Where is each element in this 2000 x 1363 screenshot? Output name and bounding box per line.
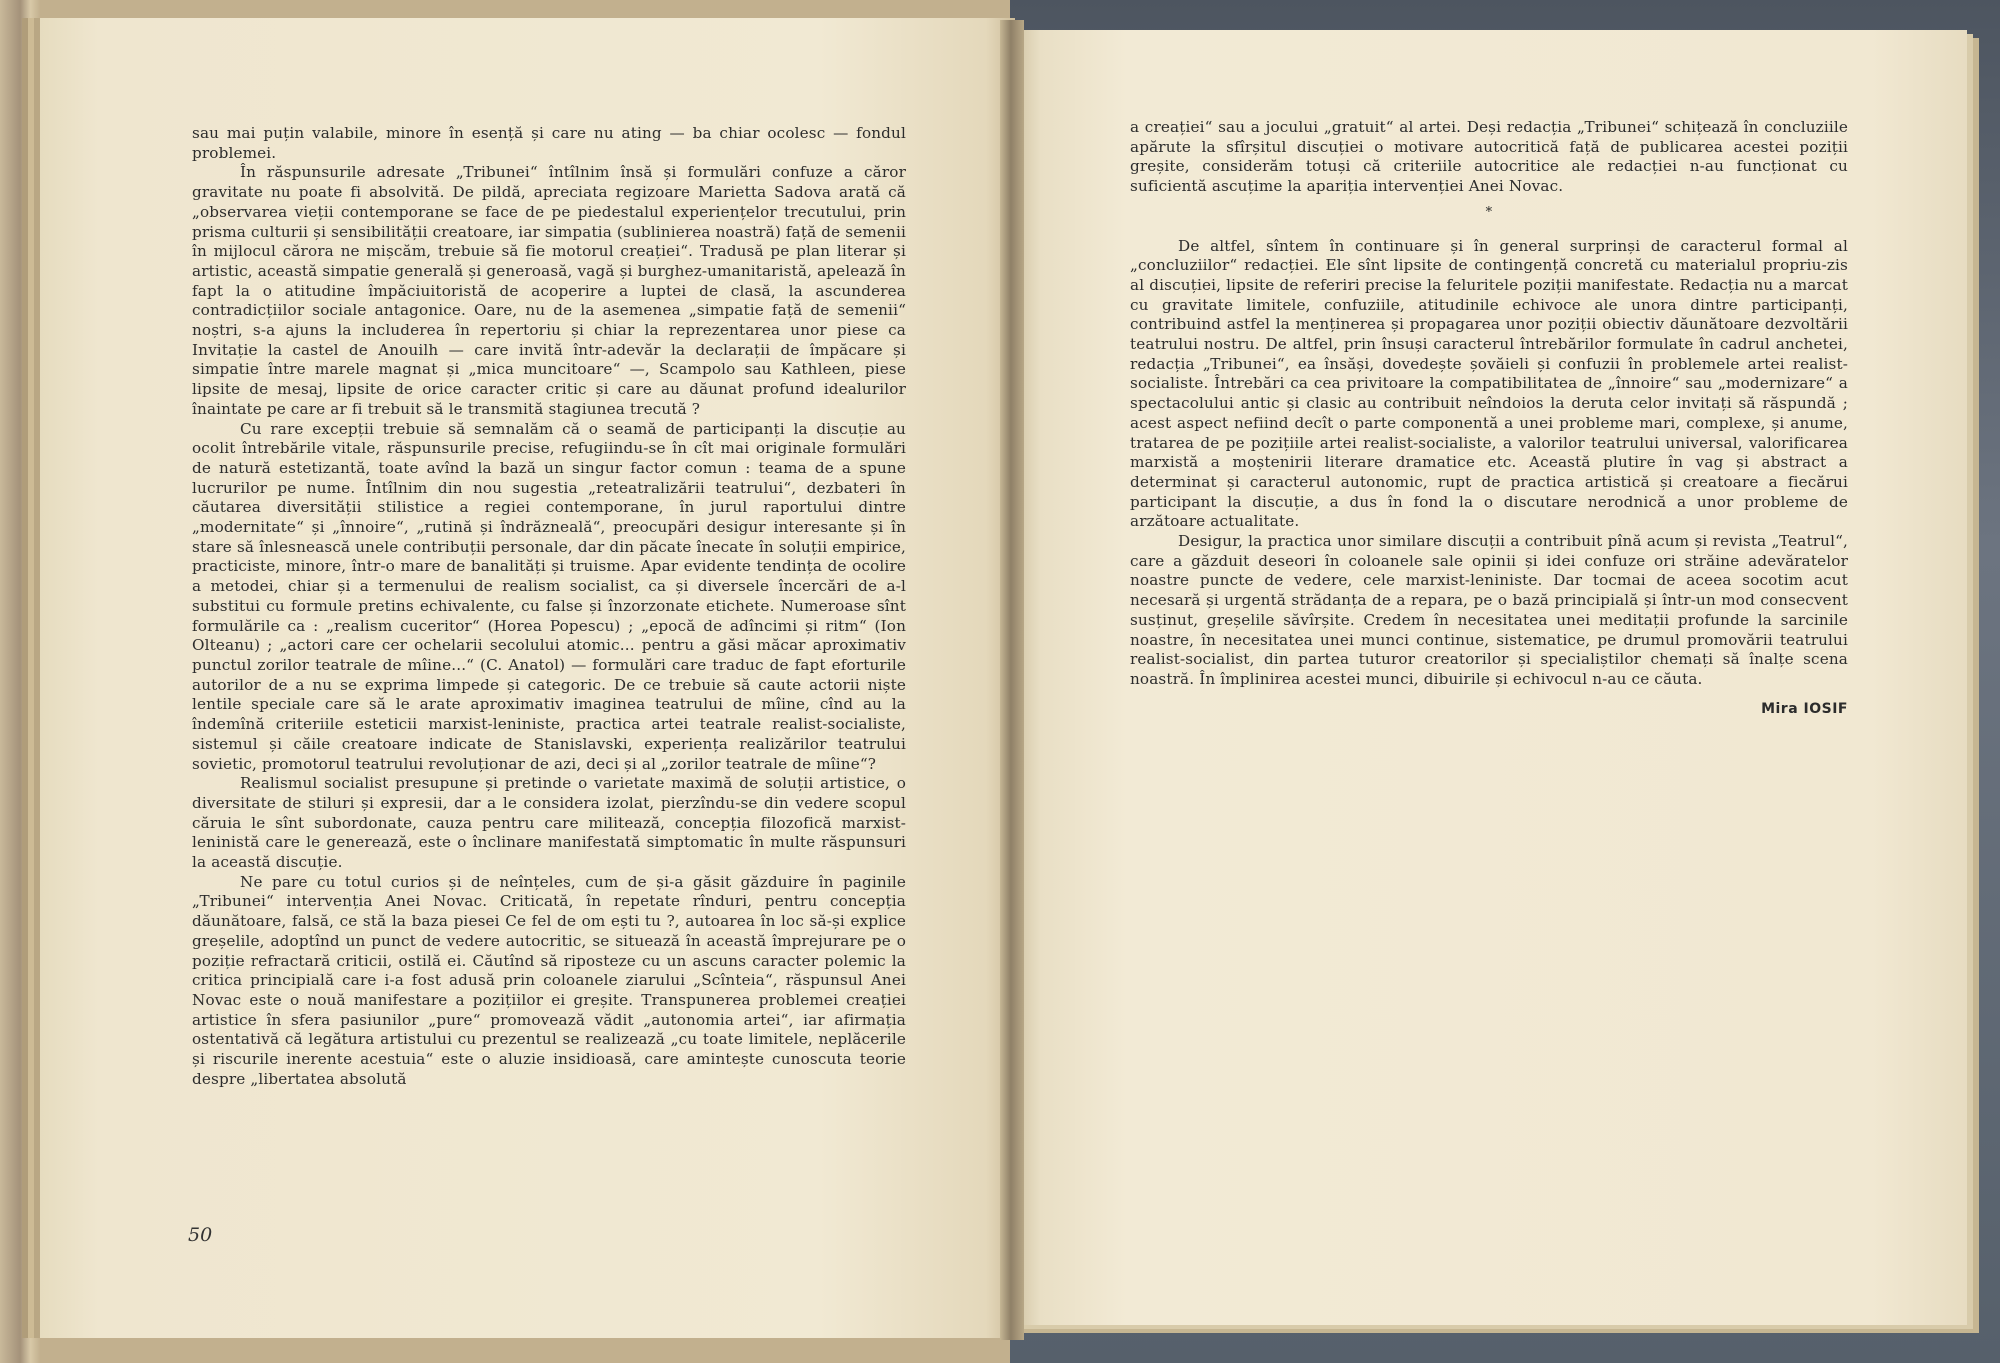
paragraph: În răspunsurile adresate „Tribunei“ întîlnim însă și formulări confuze a căror gravitate nu poate fi absolvită. De pildă, apreciata regizoare Marietta Sadova arată că „observarea vieții contemporane se face de pe piedestalul experiențelor trecutului, prin prisma culturii și sensibilității creatoare, iar simpatia (sublinierea noastră) față de semenii în mijlocul cărora ne mișcăm, trebuie să fie motorul creației“. Tradusă pe plan literar și artistic, această simpatie generală și generoasă, vagă și burghez-umanitaristă, apelează în fapt la o atitudine împăciuitoristă de acoperire a luptei de clasă, la ascunderea contradicțiilor sociale antagonice. Oare, nu de la asemenea „simpatie față de semenii“ noștri, s-a ajuns la includerea în repertoriu și chiar la reprezentarea unor piese ca Invitație la castel de Anouilh — care invită într-adevăr la declarații de împăcare și simpatie între marele magnat și „mica muncitoare“ —, Scampolo sau Kathleen, piese lipsite de mesaj, lipsite de orice caracter critic și care au dăunat profund idealurilor înaintate pe care ar fi trebuit să le transmită stagiunea trecută ? [192, 163, 906, 418]
paragraph: Cu rare excepții trebuie să semnalăm că o seamă de participanți la discuție au ocolit întrebările vitale, răspunsurile precise, refugiindu-se în cît mai originale formulări de natură estetizantă, toate avînd la bază un singur factor comun : teama de a spune lucrurilor pe nume. Întîlnim din nou sugestia „reteatralizării teatrului“, dezbateri în căutarea diversității stilistice a regiei contemporane, în jurul raportului dintre „modernitate“ și „înnoire“, „rutină și îndrăzneală“, preocupări desigur interesante și în stare să înlesnească unele contribuții personale, dar din păcate înecate în soluții empirice, practiciste, minore, într-o mare de banalități și truisme. Apar evidente tendința de ocolire a metodei, chiar și a termenului de realism socialist, ca și diversele încercări de a-l substitui cu formule pretins echivalente, cu false și înzorzonate etichete. Numeroase sînt formulările ca : „realism cuceritor“ (Horea Popescu) ; „epocă de adîncimi și ritm“ (Ion Olteanu) ; „actori care cer ochelarii secolului atomic... pentru a găsi măcar aproximativ punctul zorilor teatrale de mîine...“ (C. Anatol) — formulări care traduc de fapt eforturile autorilor de a nu se exprima limpede și categoric. De ce trebuie să caute actorii niște lentile speciale care să le arate aproximativ imaginea teatrului de mîine, cînd au la îndemînă criteriile esteticii marxist-leniniste, practica artei teatrale realist-socialiste, sistemul și căile creatoare indicate de Stanislavski, experiența realizărilor teatrului sovietic, promotorul teatrului revoluționar de azi, deci și al „zorilor teatrale de mîine“? [192, 419, 906, 773]
right-text-column [1130, 118, 1848, 719]
left-text-column [192, 124, 906, 1089]
paragraph: Ne pare cu totul curios și de neînțeles, cum de și-a găsit găzduire în paginile „Tribunei“ intervenția Anei Novac. Criticată, în repetate rînduri, pentru concepția dăunătoare, falsă, ce stă la baza piesei Ce fel de om ești tu ?, autoarea în loc să-și explice greșelile, adoptînd un punct de vedere autocritic, se situează în această împrejurare pe o poziție refractară criticii, ostilă ei. Căutînd să riposteze cu un ascuns caracter polemic la critica principială care i-a fost adusă prin coloanele ziarului „Scînteia“, răspunsul Anei Novac este o nouă manifestare a pozițiilor ei greșite. Transpunerea problemei creației artistice în sfera pasiunilor „pure“ promovează vădit „autonomia artei“, iar afirmația ostentativă că legătura artistului cu prezentul se realizează „cu toate limitele, neplăcerile și riscurile inerente acestuia“ este o aluzie insidioasă, care amintește cunoscuta teorie despre „libertatea absolută [192, 872, 906, 1088]
paragraph: De altfel, sîntem în continuare și în general surprinși de caracterul formal al „concluziilor“ redacției. Ele sînt lipsite de contingență concretă cu materialul propriu-zis al discuției, lipsite de referiri precise la feluritele poziții manifestate. Redacția nu a marcat cu gravitate limitele, confuziile, atitudinile echivoce ale unora dintre participanți, contribuind astfel la menținerea și propagarea unor poziții obiectiv dăunătoare dezvoltării teatrului nostru. De altfel, prin însuși caracterul întrebărilor formulate în cadrul anchetei, redacția „Tribunei“, ea însăși, dovedește șovăieli și confuzii în problemele artei realist-socialiste. Întrebări ca cea privitoare la compatibilitatea de „înnoire“ sau „modernizare“ a spectacolului antic și clasic au contribuit neîndoios la deruta celor invitați să răspundă ; acest aspect nefiind decît o parte componentă a unei probleme mari, complexe, și anume, tratarea de pe pozițiile artei realist-socialiste, a valorilor teatrului universal, valorificarea marxistă a moștenirii literare dramatice etc. Această plutire în vag și abstract a determinat și caracterul autonomic, rupt de practica artistică și creatoare a fiecărui participant la discuție, a dus în fond la o discutare nerodnică a unor probleme de arzătoare actualitate. [1130, 236, 1848, 531]
author-signature: Mira IOSIF [1761, 700, 1848, 717]
paragraph: Desigur, la practica unor similare discuții a contribuit pînă acum și revista „Teatrul“, care a găzduit deseori în coloanele sale opinii și idei confuze ori străine adevăratelor noastre puncte de vedere, cele marxist-leniniste. Dar tocmai de aceea socotim acut necesară și urgentă strădanța de a repara, pe o bază principială și într-un mod consecvent susținut, greșelile săvîrșite. Credem în necesitatea unei meditații profunde la sarcinile noastre, în necesitatea unei munci continue, sistematice, pe drumul promovării teatrului realist-socialist, din partea tuturor creatorilor și specialiștilor chemați să înalțe scena noastră. În împlinirea acestei munci, dibuirile și echivocul n-au ce căuta. [1130, 532, 1848, 688]
page-number: 50 [188, 1224, 213, 1246]
paragraph: sau mai puțin valabile, minore în esență și care nu ating — ba chiar ocolesc — fondul problemei. [192, 124, 906, 162]
paragraph: a creației“ sau a jocului „gratuit“ al artei. Deși redacția „Tribunei“ schițează în concluziile apărute la sfîrșitul discuției o motivare autocritică față de publicarea acestei poziții greșite, considerăm totuși că criteriile autocritice ale redacției n-au funcționat cu suficientă ascuțime la apariția intervenției Anei Novac. [1130, 118, 1848, 196]
book-gutter [1000, 20, 1024, 1340]
paragraph: Realismul socialist presupune și pretinde o varietate maximă de soluții artistice, o diversitate de stiluri și expresii, dar a le considera izolat, pierzîndu-se din vedere scopul căruia le sînt subordonate, cauza pentru care militează, concepția filozofică marxist-leninistă care le generează, este o înclinare manifestată simptomatic în multe răspunsuri la această discuție. [192, 774, 906, 872]
section-separator: * [1485, 204, 1493, 220]
